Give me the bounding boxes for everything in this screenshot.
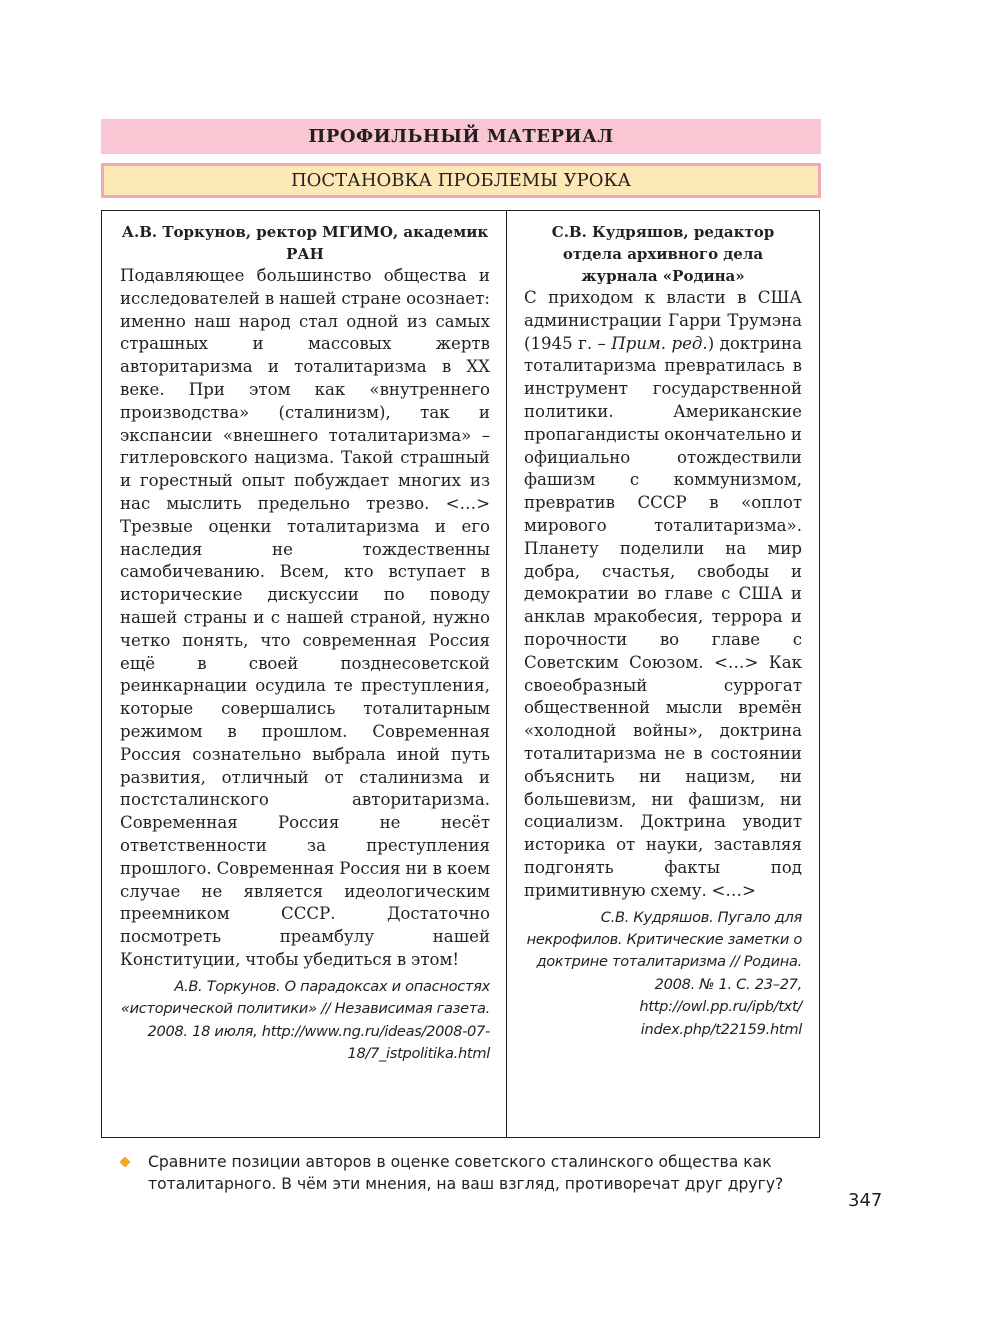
column-divider xyxy=(506,211,507,1137)
kudryashov-quote xyxy=(524,287,802,903)
torkunov-source: А.В. Торкунов. О парадоксах и опасностях «исторической политики» // Независимая газета. 2008. 18 июля, http://www.ng.ru/ideas/2008-07-18/7_istpolitika.html xyxy=(120,977,490,1062)
kudryashov-quote-part1: С приходом к власти в США администрации Гарри Трумэна (1945 г. – xyxy=(524,288,802,353)
comparison-task xyxy=(120,1151,825,1195)
lesson-problem-header xyxy=(101,163,821,198)
quotes-table xyxy=(101,210,820,1138)
editor-note: Прим. ред. xyxy=(611,333,708,353)
profile-material-header xyxy=(101,119,821,154)
profile-material-label: ПРОФИЛЬНЫЙ МАТЕРИАЛ xyxy=(308,126,614,147)
task-text: Сравните позиции авторов в оценке советского сталинского общества как тоталитарного. В чём эти мнения, на ваш взгляд, противоречат друг другу? xyxy=(148,1153,784,1193)
page-number: 347 xyxy=(848,1190,883,1211)
torkunov-column xyxy=(120,221,490,1065)
torkunov-quote: Подавляющее большинство общества и исследователей в нашей стране осознает: именно наш народ стал одной из самых страшных и массовых жертв авторитаризма и тоталитаризма в XX веке. При этом как «внутреннего производства» (сталинизм), так и экспансии «внешнего тоталитаризма» – гитлеровского нацизма. Такой страшный и горестный опыт побуждает многих из нас мыслить предельно трезво. <…> Трезвые оценки тоталитаризма и его наследия не тождественны самобичеванию. Всем, кто вступает в исторические дискуссии по поводу нашей страны и с нашей страной, нужно четко понять, что современная Россия ещё в своей позднесоветской реинкарнации осудила те преступления, которые совершались тоталитарным режимом в прошлом. Современная Россия сознательно выбрала иной путь развития, отличный от сталинизма и постсталинского авторитаризма. Современная Россия не несёт ответственности за преступления прошлого. Современная Россия ни в коем случае не является идеологическим преемником СССР. Достаточно посмотреть преамбулу нашей Конституции, чтобы убедиться в этом! xyxy=(120,266,490,969)
torkunov-author: А.В. Торкунов, ректор МГИМО, академик РАН xyxy=(121,223,489,263)
lesson-problem-label: ПОСТАНОВКА ПРОБЛЕМЫ УРОКА xyxy=(290,170,632,191)
kudryashov-author: С.В. Кудряшов, редактор отдела архивного дела журнала «Родина» xyxy=(551,223,775,285)
kudryashov-source: С.В. Кудряшов. Пугало для некрофилов. Критические заметки о доктрине тоталитаризма // Родина. 2008. № 1. С. 23–27, http://owl.pp.ru/ipb/txt/ index.php/t22159.html xyxy=(526,908,802,1038)
kudryashov-quote-part2: ) доктрина тоталитаризма превратилась в инструмент государственной политики. Американские пропагандисты окончательно и официально отождествили фашизм с коммунизмом, превратив СССР в «оплот мирового тоталитаризма». Планету поделили на мир добра, счастья, свободы и демократии во главе с США и анклав мракобесия, террора и порочности во главе с Советским Союзом. <…> Как своеобразный суррогат общественной мысли времён «холодной войны», доктрина тоталитаризма не в состоянии объяснить ни нацизм, ни большевизм, ни фашизм, ни социализм. Доктрина уводит историка от науки, заставляя подгонять факты под примитивную схему. <…> xyxy=(524,333,802,900)
bullet-icon xyxy=(119,1156,130,1167)
kudryashov-column xyxy=(524,221,802,1041)
